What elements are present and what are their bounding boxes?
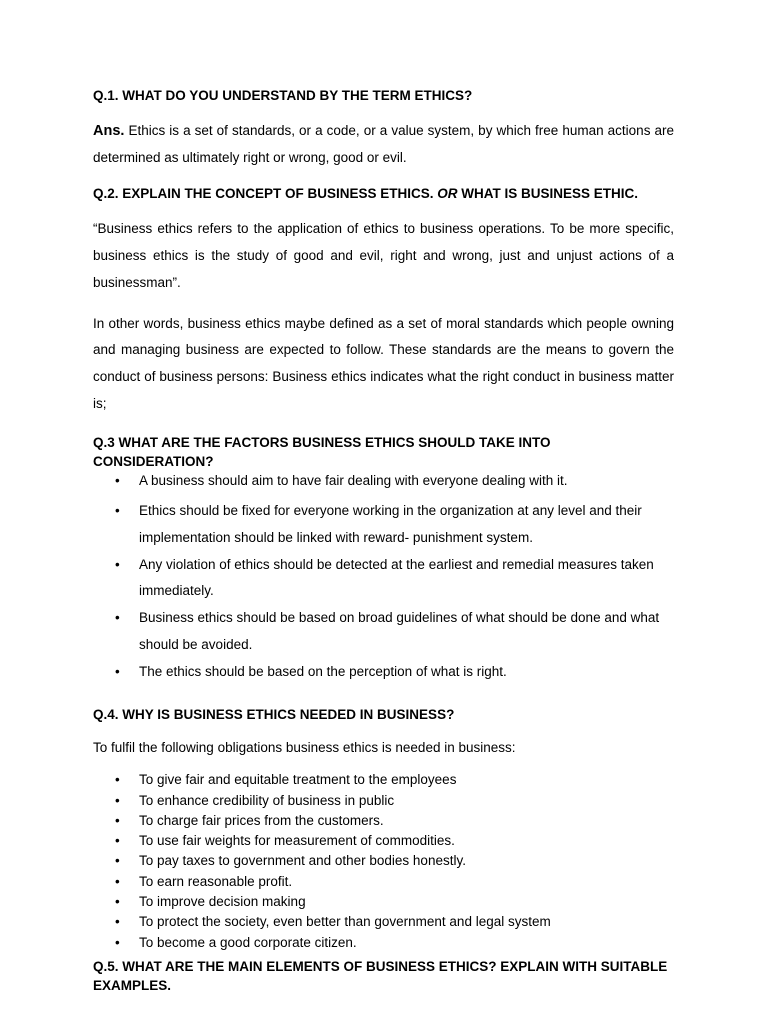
bullet-icon: • <box>115 853 120 869</box>
list-item <box>93 872 674 892</box>
list-item <box>93 552 674 605</box>
bullet-icon: • <box>115 473 120 489</box>
list-item-text: Ethics should be fixed for everyone working in the organization at any level and their implementation should be linked with reward- punishment system. <box>139 503 642 546</box>
q4-heading: Q.4. WHY IS BUSINESS ETHICS NEEDED IN BUSINESS? <box>93 707 455 723</box>
q2-heading-or: OR <box>437 186 458 202</box>
list-item <box>93 933 674 953</box>
document-body <box>93 86 674 995</box>
list-item-text: To pay taxes to government and other bodies honestly. <box>139 853 466 869</box>
bullet-icon: • <box>115 894 120 910</box>
q1-answer-text: Ethics is a set of standards, or a code, or a value system, by which free human actions are determined as ultimately right or wrong, good or evil. <box>93 123 674 165</box>
bullet-icon: • <box>115 556 120 572</box>
q2-heading-part1: Q.2. EXPLAIN THE CONCEPT OF BUSINESS ETHICS. <box>93 186 438 202</box>
list-item-text: To enhance credibility of business in public <box>139 792 395 808</box>
list-item <box>93 912 674 932</box>
q1-heading: Q.1. WHAT DO YOU UNDERSTAND BY THE TERM ETHICS? <box>93 88 473 103</box>
bullet-icon: • <box>115 792 120 808</box>
list-item <box>93 498 674 551</box>
list-item <box>93 892 674 912</box>
bullet-icon: • <box>115 663 120 679</box>
list-item <box>93 791 674 811</box>
list-item-text: To give fair and equitable treatment to the employees <box>139 772 457 788</box>
q5-heading: Q.5. WHAT ARE THE MAIN ELEMENTS OF BUSINESS ETHICS? EXPLAIN WITH SUITABLE EXAMPLES. <box>93 958 668 993</box>
list-item-text: Business ethics should be based on broad guidelines of what should be done and what should be avoided. <box>139 610 660 652</box>
list-item-text: Any violation of ethics should be detected at the earliest and remedial measures taken immediately. <box>139 556 654 599</box>
list-item <box>93 851 674 871</box>
list-item <box>93 770 674 790</box>
q3-bullet-list <box>93 471 674 685</box>
bullet-icon: • <box>115 873 120 889</box>
list-item-text: To earn reasonable profit. <box>139 873 293 889</box>
q4-intro: To fulfil the following obligations business ethics is needed in business: <box>93 740 516 756</box>
list-item-text: To use fair weights for measurement of commodities. <box>139 833 455 849</box>
bullet-icon: • <box>115 914 120 930</box>
q4-bullet-list <box>93 770 674 953</box>
bullet-icon: • <box>115 503 120 519</box>
q1-answer <box>93 118 674 171</box>
q2-heading <box>93 184 674 203</box>
bullet-icon: • <box>115 934 120 950</box>
bullet-icon: • <box>115 812 120 828</box>
list-item-text: A business should aim to have fair dealing with everyone dealing with it. <box>139 473 568 489</box>
list-item-text: To become a good corporate citizen. <box>139 934 357 950</box>
list-item <box>93 605 674 658</box>
list-item-text: To improve decision making <box>139 894 306 910</box>
list-item-text: To charge fair prices from the customers. <box>139 812 384 828</box>
list-item <box>93 471 674 491</box>
q2-heading-part2: WHAT IS BUSINESS ETHIC. <box>457 186 639 202</box>
q3-heading: Q.3 WHAT ARE THE FACTORS BUSINESS ETHICS SHOULD TAKE INTO CONSIDERATION? <box>93 435 551 470</box>
list-item <box>93 659 674 686</box>
bullet-icon: • <box>115 833 120 849</box>
list-item-text: The ethics should be based on the perception of what is right. <box>139 663 507 679</box>
list-item <box>93 811 674 831</box>
bullet-icon: • <box>115 772 120 788</box>
q2-paragraph-2: In other words, business ethics maybe defined as a set of moral standards which people owning and managing business are expected to follow. These standards are the means to govern the conduct of business persons: Business ethics indicates what the right conduct in business matter is; <box>93 315 674 411</box>
list-item <box>93 831 674 851</box>
list-item-text: To protect the society, even better than government and legal system <box>139 914 551 930</box>
q2-paragraph-1: “Business ethics refers to the application of ethics to business operations. To be more specific, business ethics is the study of good and evil, right and wrong, just and unjust actions of a businessman”. <box>93 221 674 290</box>
answer-label: Ans. <box>93 123 125 139</box>
bullet-icon: • <box>115 610 120 626</box>
